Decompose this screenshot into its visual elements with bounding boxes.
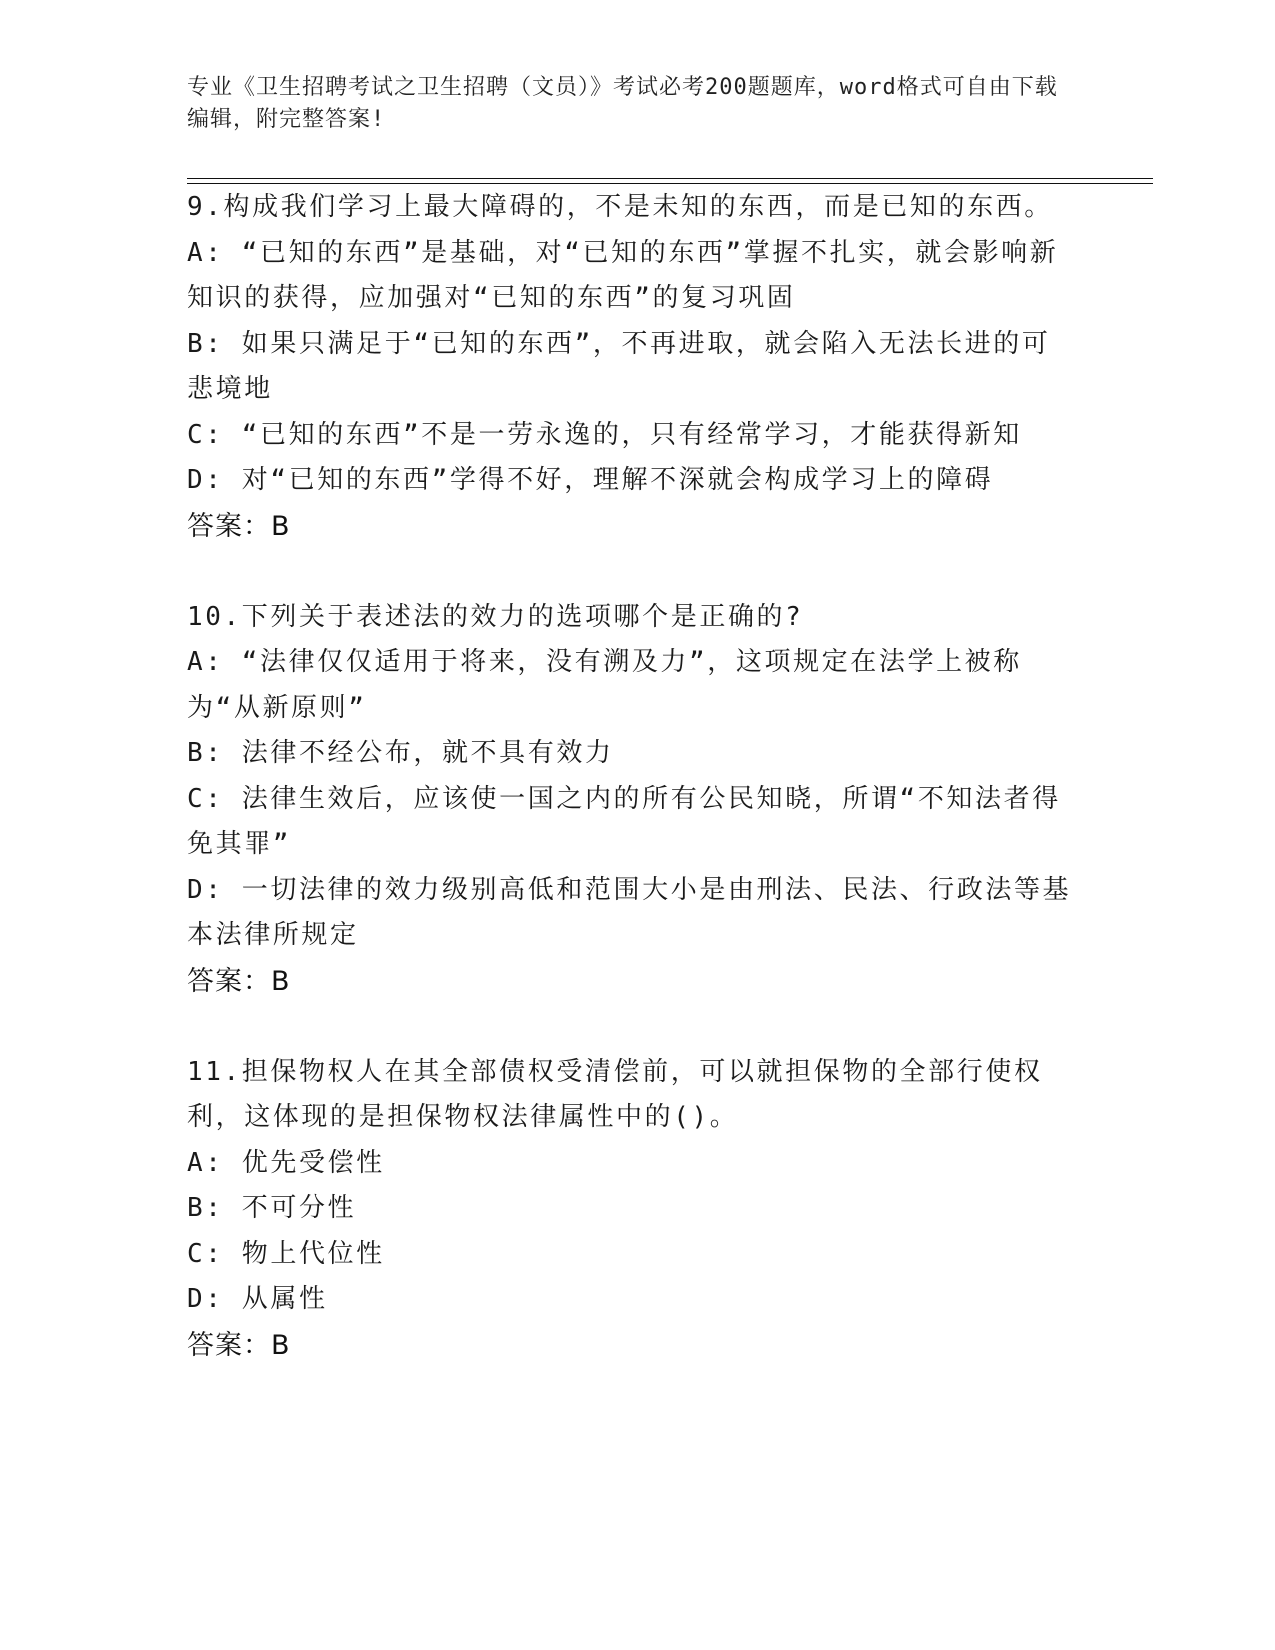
question-stem: 11.担保物权人在其全部债权受清偿前，可以就担保物的全部行使权利，这体现的是担保物权法律属性中的()。	[187, 1056, 1043, 1132]
option-d: D: 一切法律的效力级别高低和范围大小是由刑法、民法、行政法等基本法律所规定	[187, 874, 1072, 950]
option-a: A: “法律仅仅适用于将来，没有溯及力”，这项规定在法学上被称为“从新原则”	[187, 647, 1022, 723]
option-b: B: 不可分性	[187, 1193, 357, 1223]
option-b: B: 如果只满足于“已知的东西”，不再进取，就会陷入无法长进的可悲境地	[187, 328, 1051, 404]
option-c: C: “已知的东西”不是一劳永逸的，只有经常学习，才能获得新知	[187, 419, 1022, 450]
question-stem: 10.下列关于表述法的效力的选项哪个是正确的?	[187, 601, 804, 632]
answer-label: 答案：B	[187, 1329, 291, 1361]
question-9	[187, 185, 1077, 549]
option-a: A: 优先受偿性	[187, 1147, 385, 1178]
answer-label: 答案：B	[187, 965, 291, 997]
question-11	[187, 1050, 1077, 1368]
answer-label: 答案：B	[187, 510, 291, 542]
option-a: A: “已知的东西”是基础，对“已知的东西”掌握不扎实，就会影响新知识的获得，应加强对“已知的东西”的复习巩固	[187, 237, 1059, 313]
question-list	[187, 185, 1077, 1368]
option-d: D: 从属性	[187, 1284, 328, 1314]
question-10	[187, 595, 1077, 1004]
option-c: C: 物上代位性	[187, 1238, 385, 1269]
header-divider-top	[187, 178, 1153, 179]
option-c: C: 法律生效后，应该使一国之内的所有公民知晓，所谓“不知法者得免其罪”	[187, 783, 1061, 859]
option-d: D: 对“已知的东西”学得不好，理解不深就会构成学习上的障碍	[187, 465, 994, 495]
document-header: 专业《卫生招聘考试之卫生招聘（文员）》考试必考200题题库，word格式可自由下载编辑，附完整答案!	[187, 75, 1058, 132]
header-divider-bottom	[187, 183, 1153, 184]
option-b: B: 法律不经公布，就不具有效力	[187, 738, 614, 768]
question-stem: 9.构成我们学习上最大障碍的，不是未知的东西，而是已知的东西。	[187, 192, 1053, 222]
